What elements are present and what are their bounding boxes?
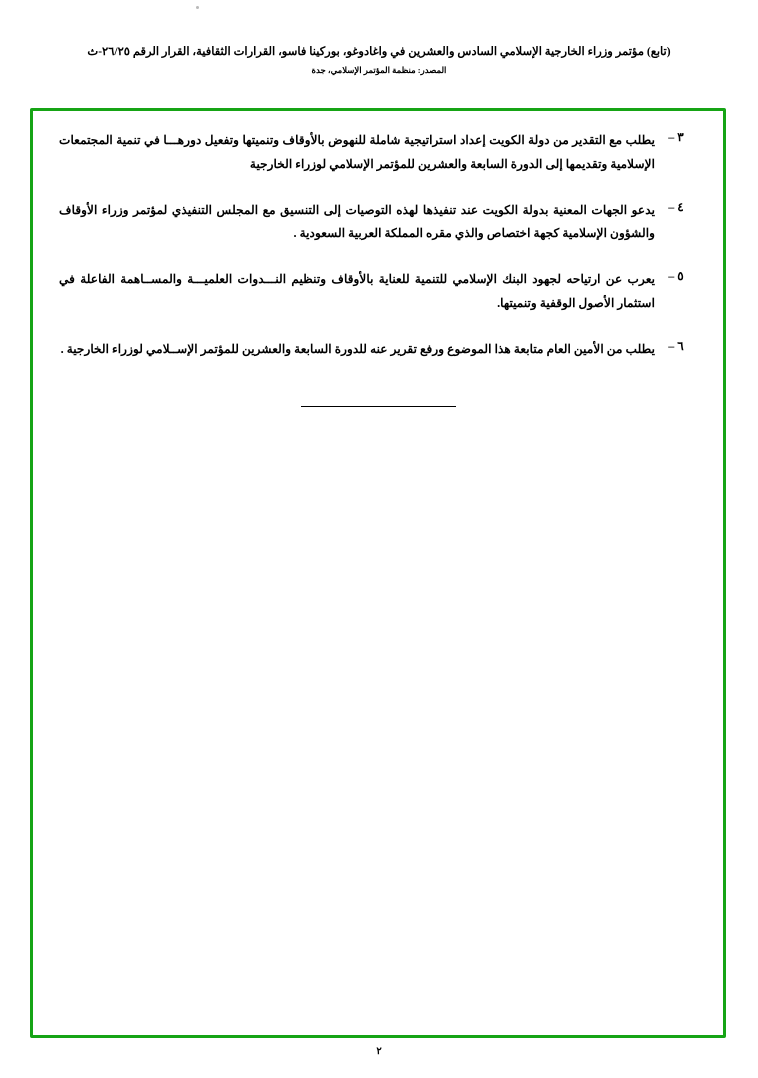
clause-item [59, 199, 697, 247]
clause-number: ٤ – [668, 199, 684, 214]
clause-text: يدعو الجهات المعنية بدولة الكويت عند تنفيذها لهذه التوصيات إلى التنسيق مع المجلس التنفيذي لمؤتمر وزراء الأوقاف والشؤون الإسلامية كجهة اختصاص والذي مقره المملكة العربية السعودية . [59, 202, 655, 241]
clause-number: ٦ – [668, 338, 684, 353]
header-source: المصدر: منظمة المؤتمر الإسلامي، جدة [311, 65, 447, 76]
green-border-frame [30, 108, 726, 1038]
page-number: ٢ [376, 1046, 382, 1057]
horizontal-rule [301, 406, 456, 407]
page-footer [0, 1046, 758, 1057]
clause-item [59, 338, 697, 362]
scan-speck [196, 6, 199, 9]
clause-number: ٥ – [668, 269, 684, 284]
page-header [0, 44, 758, 76]
clause-text: يعرب عن ارتياحه لجهود البنك الإسلامي للتنمية للعناية بالأوقاف وتنظيم النـــدوات العلميـــة والمســاهمة الفاعلة في استثمار الأصول الوقفية وتنميتها. [59, 272, 655, 310]
clause-number: ٣ – [668, 130, 684, 144]
clause-list [59, 129, 697, 415]
clause-item [59, 129, 697, 177]
section-divider [59, 397, 697, 415]
clause-text: يطلب من الأمين العام متابعة هذا الموضوع ورفع تقرير عنه للدورة السابعة والعشرين للمؤتمر الإســلامي لوزراء الخارجية . [60, 341, 655, 356]
clause-text: يطلب مع التقدير من دولة الكويت إعداد استراتيجية شاملة للنهوض بالأوقاف وتنميتها وتفعيل دورهـــا في تنمية المجتمعات الإسلامية وتقديمها إلى الدورة السابعة والعشرين للمؤتمر الإسلامي لوزراء الخارجية [59, 133, 655, 171]
header-title: (تابع) مؤتمر وزراء الخارجية الإسلامي السادس والعشرين في واغادوغو، بوركينا فاسو، القرارات الثقافية، القرار الرقم ٢٦/٢٥-ث [87, 46, 671, 58]
clause-item [59, 268, 697, 316]
